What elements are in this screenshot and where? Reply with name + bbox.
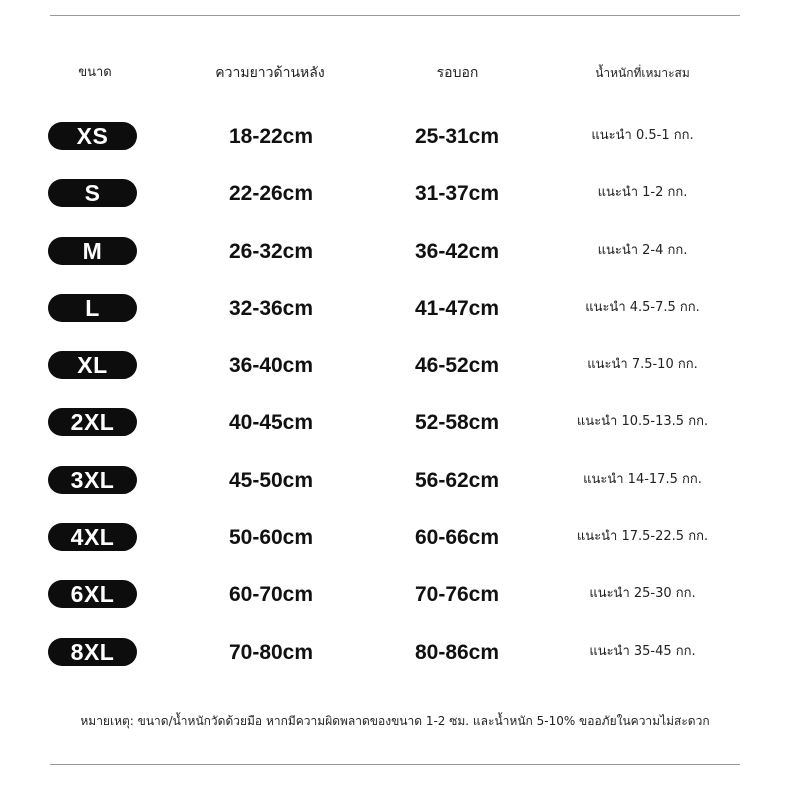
weight-recommendation: แนะนำ 0.5-1 กก. (591, 128, 694, 143)
size-badge: 3XL (48, 466, 137, 494)
weight-recommendation: แนะนำ 35-45 กก. (589, 643, 696, 659)
weight-recommendation: แนะนำ 17.5-22.5 กก. (576, 529, 709, 545)
table-row (0, 337, 790, 394)
back-length-value: 36-40cm (228, 354, 314, 378)
size-badge: M (48, 237, 137, 265)
size-table-header (0, 60, 790, 86)
table-row (0, 165, 790, 222)
back-length-value: 50-60cm (228, 526, 314, 550)
weight-recommendation: แนะนำ 25-30 กก. (589, 586, 696, 602)
weight-recommendation: แนะนำ 4.5-7.5 กก. (585, 299, 700, 315)
table-row (0, 624, 790, 681)
size-badge: S (48, 179, 137, 207)
header-weight: น้ำหนักที่เหมาะสม (595, 66, 690, 80)
chest-value: 70-76cm (414, 583, 500, 607)
chest-value: 25-31cm (414, 125, 500, 148)
header-size: ขนาด (78, 65, 112, 80)
chest-value: 60-66cm (414, 526, 500, 550)
top-divider (50, 15, 740, 16)
chest-value: 46-52cm (414, 354, 500, 378)
table-row (0, 223, 790, 280)
table-row (0, 566, 790, 623)
size-badge: 8XL (48, 638, 137, 666)
weight-recommendation: แนะนำ 7.5-10 กก. (587, 357, 698, 373)
header-chest: รอบอก (436, 65, 479, 81)
back-length-value: 18-22cm (228, 125, 314, 148)
table-row (0, 509, 790, 566)
back-length-value: 22-26cm (228, 182, 314, 206)
size-badge: XS (48, 122, 137, 150)
back-length-value: 26-32cm (228, 239, 314, 263)
back-length-value: 45-50cm (228, 468, 314, 492)
weight-recommendation: แนะนำ 14-17.5 กก. (583, 471, 702, 487)
chest-value: 41-47cm (414, 296, 500, 320)
weight-recommendation: แนะนำ 10.5-13.5 กก. (576, 414, 709, 430)
chest-value: 56-62cm (414, 468, 500, 492)
back-length-value: 60-70cm (228, 583, 314, 607)
size-badge: L (48, 294, 137, 322)
size-badge: 6XL (48, 580, 137, 608)
size-badge: XL (48, 351, 137, 379)
table-row (0, 394, 790, 451)
table-row (0, 280, 790, 337)
size-table-body (0, 108, 790, 681)
back-length-value: 40-45cm (228, 411, 314, 435)
chest-value: 52-58cm (414, 411, 500, 435)
measurement-note: หมายเหตุ: ขนาด/น้ำหนักวัดด้วยมือ หากมีความผิดพลาดของขนาด 1-2 ซม. และน้ำหนัก 5-10% ขออภัยในความไม่สะดวก (80, 714, 710, 728)
back-length-value: 32-36cm (228, 296, 314, 320)
chest-value: 36-42cm (414, 239, 500, 263)
size-badge: 4XL (48, 523, 137, 551)
size-badge: 2XL (48, 408, 137, 436)
weight-recommendation: แนะนำ 1-2 กก. (597, 185, 688, 201)
table-row (0, 108, 790, 165)
chest-value: 80-86cm (414, 640, 500, 664)
table-row (0, 452, 790, 509)
header-back-length: ความยาวด้านหลัง (215, 65, 325, 81)
chest-value: 31-37cm (414, 182, 500, 206)
bottom-divider (50, 764, 740, 765)
back-length-value: 70-80cm (228, 640, 314, 664)
weight-recommendation: แนะนำ 2-4 กก. (597, 242, 688, 258)
